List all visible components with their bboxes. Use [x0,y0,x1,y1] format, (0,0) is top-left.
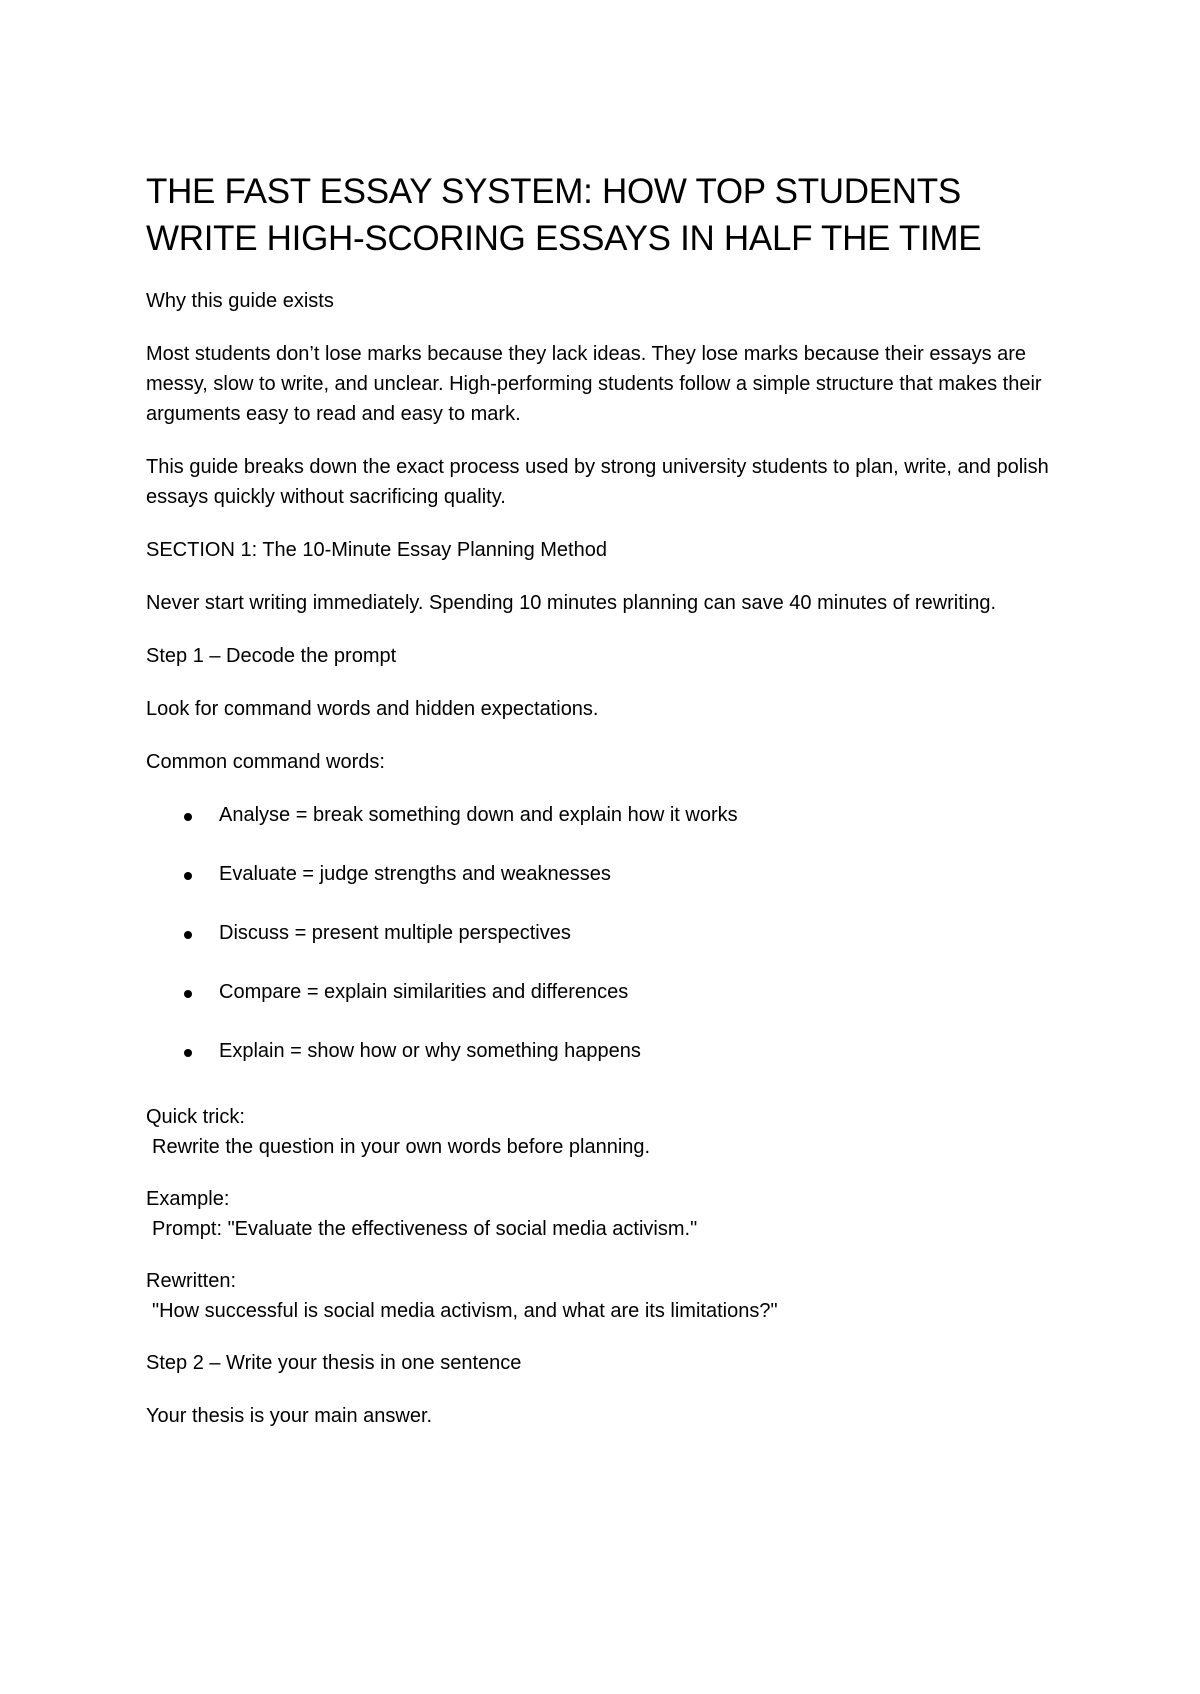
list-item-text: Explain = show how or why something happens [219,1040,641,1062]
quick-trick-block [146,1102,1066,1162]
list-item [146,977,1066,1007]
quick-trick-label: Quick trick: [146,1106,245,1128]
list-item-text: Compare = explain similarities and differences [219,981,629,1003]
example-label: Example: [146,1188,230,1210]
list-item-text: Analyse = break something down and explain how it works [219,804,738,826]
intro-paragraph-1: Most students don’t lose marks because they lack ideas. They lose marks because their essays are messy, slow to write, and unclear. High-performing students follow a simple structure that makes their arguments easy to read and easy to mark. [146,343,1042,425]
intro-paragraph-2: This guide breaks down the exact process used by strong university students to plan, write, and polish essays quickly without sacrificing quality. [146,456,1049,508]
step2-text: Your thesis is your main answer. [146,1405,433,1427]
step2-heading: Step 2 – Write your thesis in one sentence [146,1352,522,1374]
document-body [146,168,1066,1431]
rewritten-text: "How successful is social media activism, and what are its limitations?" [152,1300,778,1322]
list-item-text: Discuss = present multiple perspectives [219,922,571,944]
list-item-text: Evaluate = judge strengths and weaknesses [219,863,611,885]
bullet-icon [184,931,192,939]
list-item [146,918,1066,948]
list-item [146,1036,1066,1066]
rewritten-label: Rewritten: [146,1270,237,1292]
rewritten-block [146,1266,1066,1326]
section1-intro: Never start writing immediately. Spending 10 minutes planning can save 40 minutes of rewriting. [146,592,997,614]
example-text: Prompt: "Evaluate the effectiveness of social media activism." [152,1218,698,1240]
command-words-label: Common command words: [146,751,385,773]
command-words-list [146,800,1066,1066]
list-item [146,859,1066,889]
bullet-icon [184,872,192,880]
bullet-icon [184,990,192,998]
intro-heading: Why this guide exists [146,290,334,312]
quick-trick-text: Rewrite the question in your own words before planning. [152,1136,651,1158]
example-block [146,1184,1066,1244]
step1-text: Look for command words and hidden expectations. [146,698,599,720]
document-title: THE FAST ESSAY SYSTEM: HOW TOP STUDENTS WRITE HIGH-SCORING ESSAYS IN HALF THE TIME [146,172,982,258]
bullet-icon [184,813,192,821]
step1-heading: Step 1 – Decode the prompt [146,645,397,667]
list-item [146,800,1066,830]
bullet-icon [184,1049,192,1057]
section1-heading: SECTION 1: The 10-Minute Essay Planning Method [146,539,607,561]
